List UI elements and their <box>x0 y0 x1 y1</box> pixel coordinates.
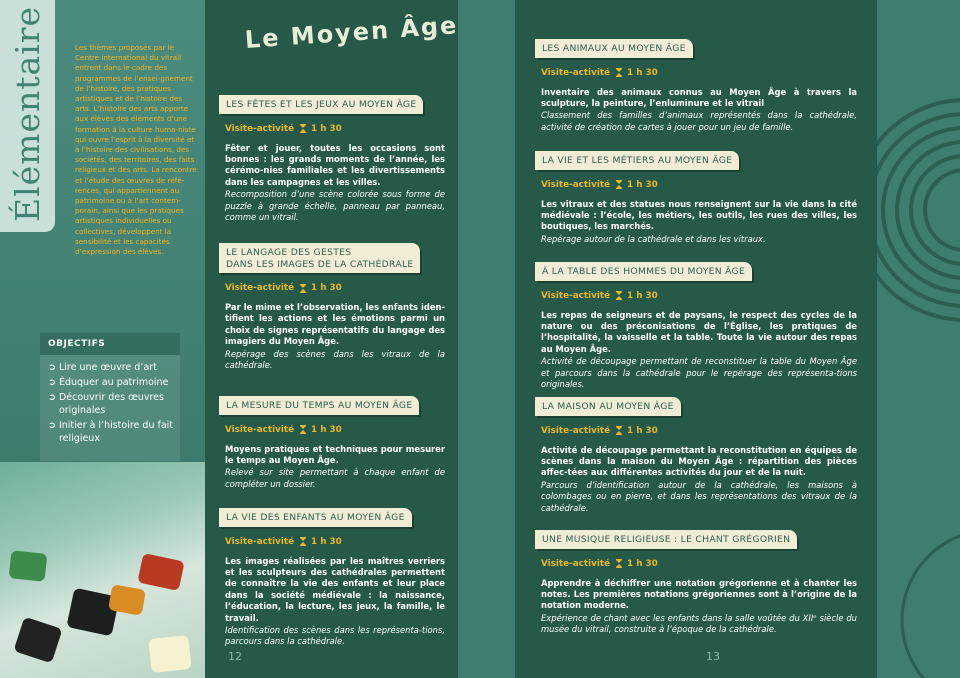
activity-line: Visite-activité 1 h 30 <box>225 283 342 293</box>
activity-line: Visite-activité 1 h 30 <box>541 425 658 436</box>
section-langage-gestes <box>219 243 445 371</box>
section-activity-text: Classement des familles d’animaux représentés dans la cathédrale, activité de création de cartes à jouer pour un jeu de famille. <box>541 110 857 132</box>
section-text: Fêter et jouer, toutes les occasions sont bonnes : les grands moments de l’année, les cérémo-nies familiales et les divertissements dans les campagnes et les villes. <box>225 142 445 187</box>
section-heading: LA MAISON AU MOYEN ÂGE <box>535 397 681 416</box>
labyrinth-decoration <box>877 0 960 678</box>
objective-item: ➲ Initier à l’histoire du fait religieux <box>48 420 174 444</box>
arrow-icon: ➲ <box>48 377 56 388</box>
objective-item: ➲ Lire une œuvre d’art <box>48 362 157 373</box>
page-number-12: 12 <box>228 650 242 663</box>
section-heading: LA VIE DES ENFANTS AU MOYEN ÂGE <box>219 508 412 527</box>
section-activity-text: Parcours d’identification autour de la cathédrale, les maisons à colombages ou en pierre, et dans les représentations des vitraux de la cathédrale. <box>541 479 857 513</box>
section-text: Les images réalisées par les maîtres verriers et les sculpteurs des cathédrales permettent de connaître la vie des enfants et leur place dans la société médiévale : la naissance, l’éducation, la lecture, les jeux, la famille, le travail. <box>225 555 445 623</box>
section-activity-text: Activité de découpage permettant de reconstituer la table du Moyen Âge et parcours dans la cathédrale pour le repérage des représenta-tions originales. <box>541 356 857 389</box>
objectives-heading: OBJECTIFS <box>40 333 180 355</box>
section-activity-text: Repérage des scènes dans les vitraux de la cathédrale. <box>225 348 445 371</box>
section-text: Les repas de seigneurs et de paysans, le respect des cycles de la nature ou des préconisations de l’Église, les pratiques de l’hospitalité, la vaisselle et la table. Toute la vie autour des repas au Moyen Âge. <box>541 309 857 354</box>
page-number-13: 13 <box>706 650 720 663</box>
objectives-list <box>40 355 180 445</box>
activity-line: Visite-activité 1 h 30 <box>541 179 658 190</box>
objectives-box <box>40 333 180 461</box>
hourglass-icon <box>300 537 306 546</box>
hourglass-icon <box>300 284 306 293</box>
page-title: Le Moyen Âge <box>244 11 460 54</box>
hourglass-icon <box>616 426 622 435</box>
activity-line: Visite-activité 1 h 30 <box>225 123 342 134</box>
hourglass-icon <box>616 180 622 189</box>
section-animaux <box>535 36 857 133</box>
section-heading: LA MESURE DU TEMPS AU MOYEN ÂGE <box>219 396 419 415</box>
level-title: Élémentaire <box>8 5 47 222</box>
activity-line: Visite-activité 1 h 30 <box>541 67 658 78</box>
hourglass-icon <box>616 559 622 568</box>
section-mesure-temps <box>219 393 445 490</box>
arrow-icon: ➲ <box>48 392 56 403</box>
section-activity-text: Expérience de chant avec les enfants dans la salle voûtée du XIIᵉ siècle du musée du vitrail, construite à l’époque de la cathédrale. <box>541 612 857 635</box>
section-text: Les vitraux et des statues nous renseignent sur la vie dans la cité médiévale : l’école, les métiers, les outils, les rues des villes, les boutiques, les marchés. <box>541 198 857 232</box>
section-fetes-jeux <box>219 92 445 223</box>
hourglass-icon <box>616 68 622 77</box>
section-activity-text: Relevé sur site permettant à chaque enfant de compléter un dossier. <box>225 467 445 489</box>
section-text: Activité de découpage permettant la reconstitution en équipes de scènes dans la maison du Moyen Âge : répartition des pièces affec-tées aux différentes activités du jour et de la nuit. <box>541 444 857 478</box>
objective-item: ➲ Éduquer au patrimoine <box>48 377 169 388</box>
activity-line: Visite-activité 1 h 30 <box>541 290 658 301</box>
section-text: Moyens pratiques et techniques pour mesurer le temps au Moyen Âge. <box>225 443 445 465</box>
section-activity-text: Identification des scènes dans les représenta-tions, parcours dans la cathédrale. <box>225 624 445 647</box>
activity-line: Visite-activité 1 h 30 <box>541 558 658 569</box>
hourglass-icon <box>300 124 306 133</box>
activity-line: Visite-activité 1 h 30 <box>225 536 342 547</box>
section-vie-metiers <box>535 148 857 245</box>
hourglass-icon <box>300 425 306 434</box>
arrow-icon: ➲ <box>48 362 56 373</box>
section-activity-text: Recomposition d’une scène colorée sous forme de puzzle à grande échelle, panneau par panneau, comme un vitrail. <box>225 189 445 222</box>
section-maison <box>535 394 857 514</box>
sidebar <box>0 0 205 678</box>
intro-text: Les thèmes proposés par le Centre international du vitrail entrent dans le cadre des programmes de l’ensei-gnement de l’histoire, des pratiques artistiques et de l’histoire des arts. L’histoire des arts apporte aux élèves des éléments d’une formation à la culture huma-niste qui ouvre l’esprit à la diversité et à l’histoire des civilisations, des sociétés, des territoires, des faits religieux et des arts. La rencontre et l’étude des œuvres de réfé-rences, qui appartiennent au patrimoine ou à l’art contem-porain, ainsi que les pratiques artistiques individuelles ou collectives, développent la sensibilité et les capacités d’expression des élèves. <box>75 43 197 257</box>
right-decor <box>877 0 960 678</box>
section-heading: LES FÊTES ET LES JEUX AU MOYEN ÂGE <box>219 95 423 114</box>
hourglass-icon <box>616 291 622 300</box>
section-vie-enfants <box>219 505 445 648</box>
activity-line: Visite-activité 1 h 30 <box>225 424 342 435</box>
section-text: Inventaire des animaux connus au Moyen Âge à travers la sculpture, la peinture, l’enluminure et le vitrail <box>541 86 857 108</box>
section-table-hommes <box>535 259 857 390</box>
section-text: Par le mime et l’observation, les enfants iden-tifient les actions et les émotions parmi un choix de signes représentatifs du langage des imagiers du Moyen Âge. <box>225 302 445 347</box>
section-heading: LA VIE ET LES MÉTIERS AU MOYEN ÂGE <box>535 151 739 170</box>
section-heading: LE LANGAGE DES GESTES DANS LES IMAGES DE LA CATHÉDRALE <box>219 243 420 273</box>
gutter <box>458 0 515 678</box>
section-text: Apprendre à déchiffrer une notation grégorienne et à chanter les notes. Les premières notations grégoriennes sont à l’origine de la notation moderne. <box>541 577 857 611</box>
section-heading: À LA TABLE DES HOMMES DU MOYEN ÂGE <box>535 262 752 281</box>
section-activity-text: Repérage autour de la cathédrale et dans les vitraux. <box>541 233 766 244</box>
section-heading: LES ANIMAUX AU MOYEN ÂGE <box>535 39 693 58</box>
arrow-icon: ➲ <box>48 420 56 431</box>
section-chant-gregorien <box>535 527 857 636</box>
stained-glass-photo <box>0 462 205 678</box>
objective-item: ➲ Découvrir des œuvres originales <box>48 392 164 416</box>
section-heading: UNE MUSIQUE RELIGIEUSE : LE CHANT GRÉGORIEN <box>535 530 797 549</box>
